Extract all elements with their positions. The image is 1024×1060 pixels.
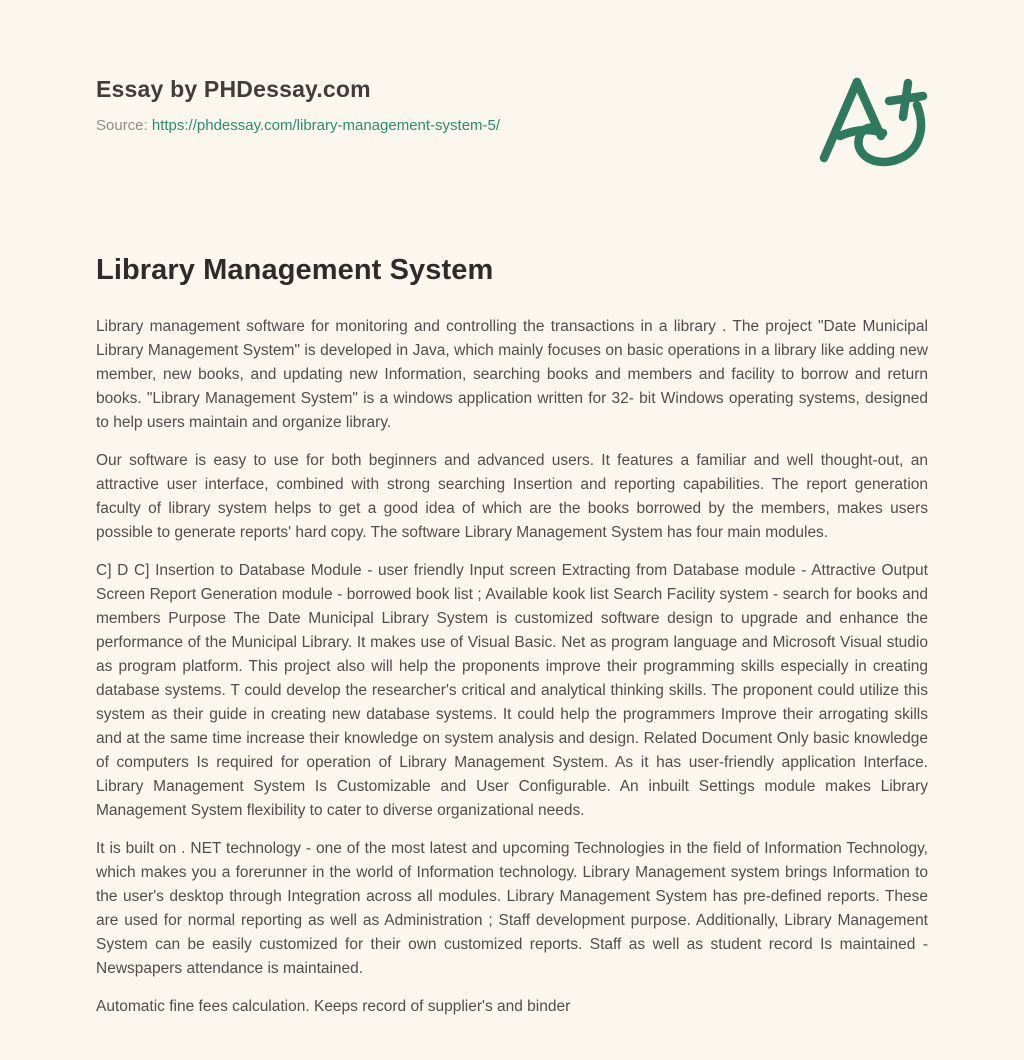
- page-title: Library Management System: [96, 254, 494, 286]
- source-line: [96, 117, 500, 134]
- essay-paragraph: It is built on . NET technology - one of the most latest and upcoming Technologies in the field of Information Technology, which makes you a forerunner in the world of Information technology. Library Management system brings Information to the user's desktop through Integration across all modules. Library Management System has pre-defined reports. These are used for normal reporting as well as Administration ; Staff development purpose. Additionally, Library Management System can be easily customized for their own customized reports. Staff as well as student record Is maintained -Newspapers attendance is maintained.: [96, 840, 928, 977]
- essay-body: [96, 315, 928, 1019]
- brand-title: Essay by PHDessay.com: [96, 76, 371, 102]
- page-header: [96, 76, 928, 168]
- essay-paragraph: Our software is easy to use for both beginners and advanced users. It features a familiar and well thought-out, an attractive user interface, combined with strong searching Insertion and reporting capabilities. The report generation faculty of library system helps to get a good idea of which are the books borrowed by the members, makes users possible to generate reports' hard copy. The software Library Management System has four main modules.: [96, 452, 928, 541]
- source-link[interactable]: https://phdessay.com/library-management-system-5/: [151, 117, 501, 134]
- essay-paragraph: C] D C] Insertion to Database Module - user friendly Input screen Extracting from Database module - Attractive Output Screen Report Generation module - borrowed book list ; Available kook list Search Facility system - search for books and members Purpose The Date Municipal Library System is customized software design to upgrade and enhance the performance of the Municipal Library. It makes use of Visual Basic. Net as program language and Microsoft Visual studio as program platform. This project also will help the proponents improve their programming skills especially in creating database systems. T could develop the researcher's critical and analytical thinking skills. The proponent could utilize this system as their guide in creating new database systems. It could help the programmers Improve their arrogating skills and at the same time increase their knowledge on system analysis and design. Related Document Only basic knowledge of computers Is required for operation of Library Management System. As it has user-friendly application Interface. Library Management System Is Customizable and User Configurable. An inbuilt Settings module makes Library Management System flexibility to cater to diverse organizational needs.: [96, 562, 928, 819]
- essay-paragraph: Automatic fine fees calculation. Keeps record of supplier's and binder: [96, 998, 571, 1015]
- essay-paragraph: Library management software for monitoring and controlling the transactions in a library . The project "Date Municipal Library Management System" is developed in Java, which mainly focuses on basic operations in a library like adding new member, new books, and updating new Information, searching books and members and facility to borrow and return books. "Library Management System" is a windows application written for 32- bit Windows operating systems, designed to help users maintain and organize library.: [96, 318, 928, 431]
- source-label: Source:: [96, 117, 148, 134]
- a-plus-logo-icon: [810, 70, 942, 168]
